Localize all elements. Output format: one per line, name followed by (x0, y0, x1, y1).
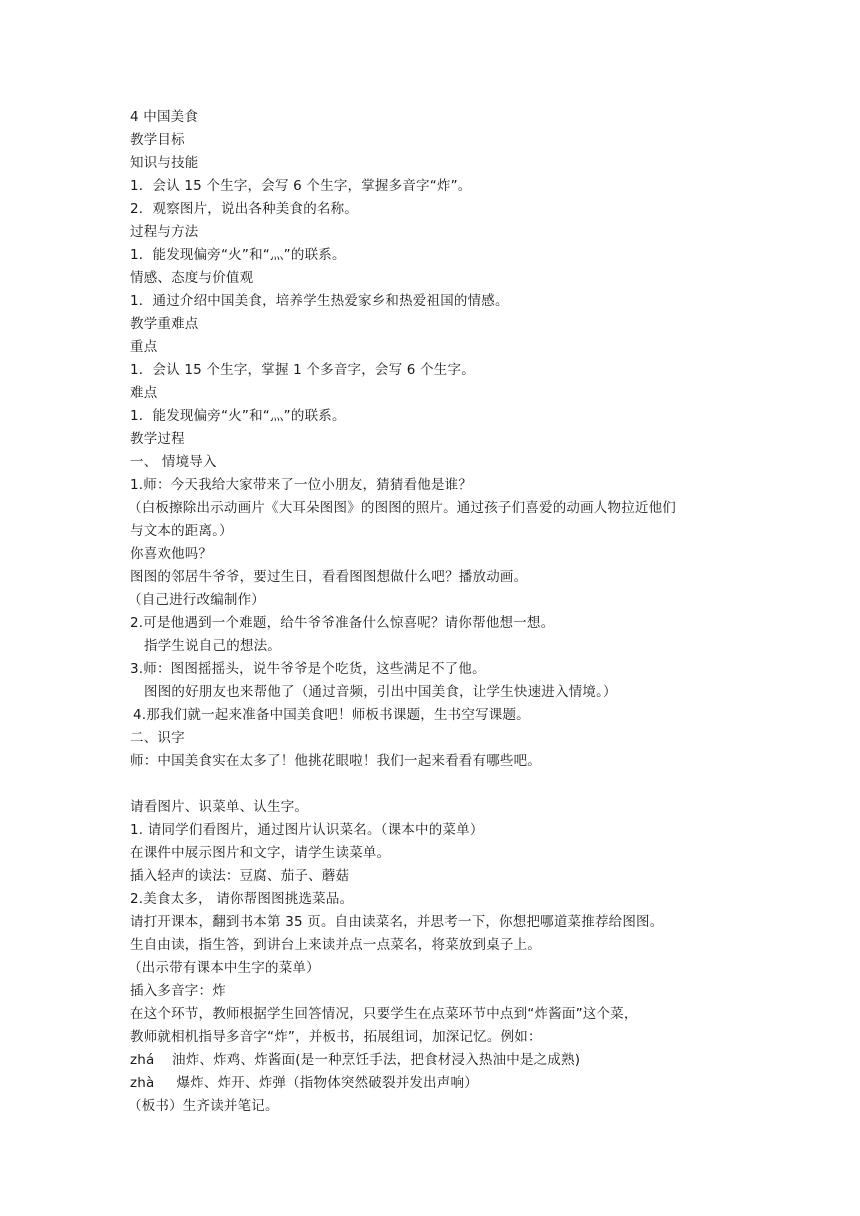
text-line: （自己进行改编制作） (128, 592, 265, 608)
subsection-heading: 重点 (130, 339, 158, 355)
section-heading: 教学重难点 (130, 316, 199, 332)
subsection-heading: 过程与方法 (130, 224, 199, 240)
text-line: 1．能发现偏旁“火”和“灬”的联系。 (130, 247, 346, 263)
text-line: 你喜欢他吗？ (130, 546, 213, 562)
pinyin-examples: 爆炸、炸开、炸弹（指物体突然破裂并发出声响） (172, 1075, 478, 1091)
text-line: 1．会认 15 个生字，会写 6 个生字，掌握多音字“炸”。 (130, 178, 472, 194)
text-line: 1．通过介绍中国美食，培养学生热爱家乡和热爱祖国的情感。 (130, 293, 509, 309)
pinyin-row (130, 1049, 750, 1072)
blank-line (130, 773, 750, 796)
text-line: 图图的邻居牛爷爷，要过生日，看看图图想做什么吧？播放动画。 (130, 569, 528, 585)
text-line: （白板擦除出示动画片《大耳朵图图》的图图的照片。通过孩子们喜爱的动画人物拉近他们 (128, 500, 676, 516)
text-line: 2．观察图片，说出各种美食的名称。 (130, 201, 358, 217)
text-line: 指学生说自己的想法。 (144, 638, 281, 654)
lesson-title: 4 中国美食 (130, 109, 199, 125)
pinyin-examples: 油炸、炸鸡、炸酱面(是一种烹饪手法，把食材浸入热油中是之成熟) (172, 1052, 581, 1068)
text-line: 2.可是他遇到一个难题，给牛爷爷准备什么惊喜呢？请你帮他想一想。 (130, 615, 555, 631)
subsection-heading: 难点 (130, 385, 158, 401)
text-line: 与文本的距离。） (130, 523, 233, 539)
text-line: 1.师：今天我给大家带来了一位小朋友，猜猜看他是谁？ (130, 477, 473, 493)
subsection-heading: 一、 情境导入 (130, 454, 217, 470)
text-line: 请看图片、识菜单、认生字。 (130, 799, 309, 815)
text-line: 4.那我们就一起来准备中国美食吧！师板书课题，生书空写课题。 (133, 707, 530, 723)
subsection-heading: 知识与技能 (130, 155, 199, 171)
text-line: 在课件中展示图片和文字，请学生读菜单。 (130, 845, 391, 861)
document-body (130, 106, 750, 1118)
text-line: 1．能发现偏旁“火”和“灬”的联系。 (130, 408, 346, 424)
text-line: 在这个环节，教师根据学生回答情况，只要学生在点菜环节中点到“炸酱面”这个菜， (130, 1006, 638, 1022)
text-line: 插入多音字：炸 (130, 983, 226, 999)
text-line: 图图的好朋友也来帮他了（通过音频，引出中国美食，让学生快速进入情境。） (144, 684, 617, 700)
subsection-heading: 情感、态度与价值观 (130, 270, 254, 286)
pinyin-row (130, 1072, 750, 1095)
section-heading: 教学过程 (130, 431, 185, 447)
text-line: （板书）生齐读并笔记。 (128, 1098, 279, 1114)
text-line: （出示带有课本中生字的菜单） (128, 960, 320, 976)
subsection-heading: 二、识字 (130, 730, 185, 746)
section-heading: 教学目标 (130, 132, 185, 148)
pinyin-label: zhà (130, 1075, 155, 1091)
text-line: 1．会认 15 个生字，掌握 1 个多音字，会写 6 个生字。 (130, 362, 475, 378)
text-line: 教师就相机指导多音字“炸”，并板书，拓展组词，加深记忆。例如： (130, 1029, 542, 1045)
pinyin-label: zhá (130, 1052, 155, 1068)
text-line: 生自由读，指生答，到讲台上来读并点一点菜名，将菜放到桌子上。 (130, 937, 541, 953)
text-line: 师：中国美食实在太多了！他挑花眼啦！我们一起来看看有哪些吧。 (130, 753, 541, 769)
text-line: 请打开课本，翻到书本第 35 页。自由读菜名，并思考一下，你想把哪道菜推荐给图图。 (130, 914, 664, 930)
text-line: 2.美食太多， 请你帮图图挑选菜品。 (130, 891, 354, 907)
text-line: 3.师：图图摇摇头，说牛爷爷是个吃货，这些满足不了他。 (130, 661, 486, 677)
text-line: 1. 请同学们看图片，通过图片认识菜名。（课本中的菜单） (130, 822, 484, 838)
text-line: 插入轻声的读法：豆腐、茄子、蘑菇 (130, 868, 350, 884)
